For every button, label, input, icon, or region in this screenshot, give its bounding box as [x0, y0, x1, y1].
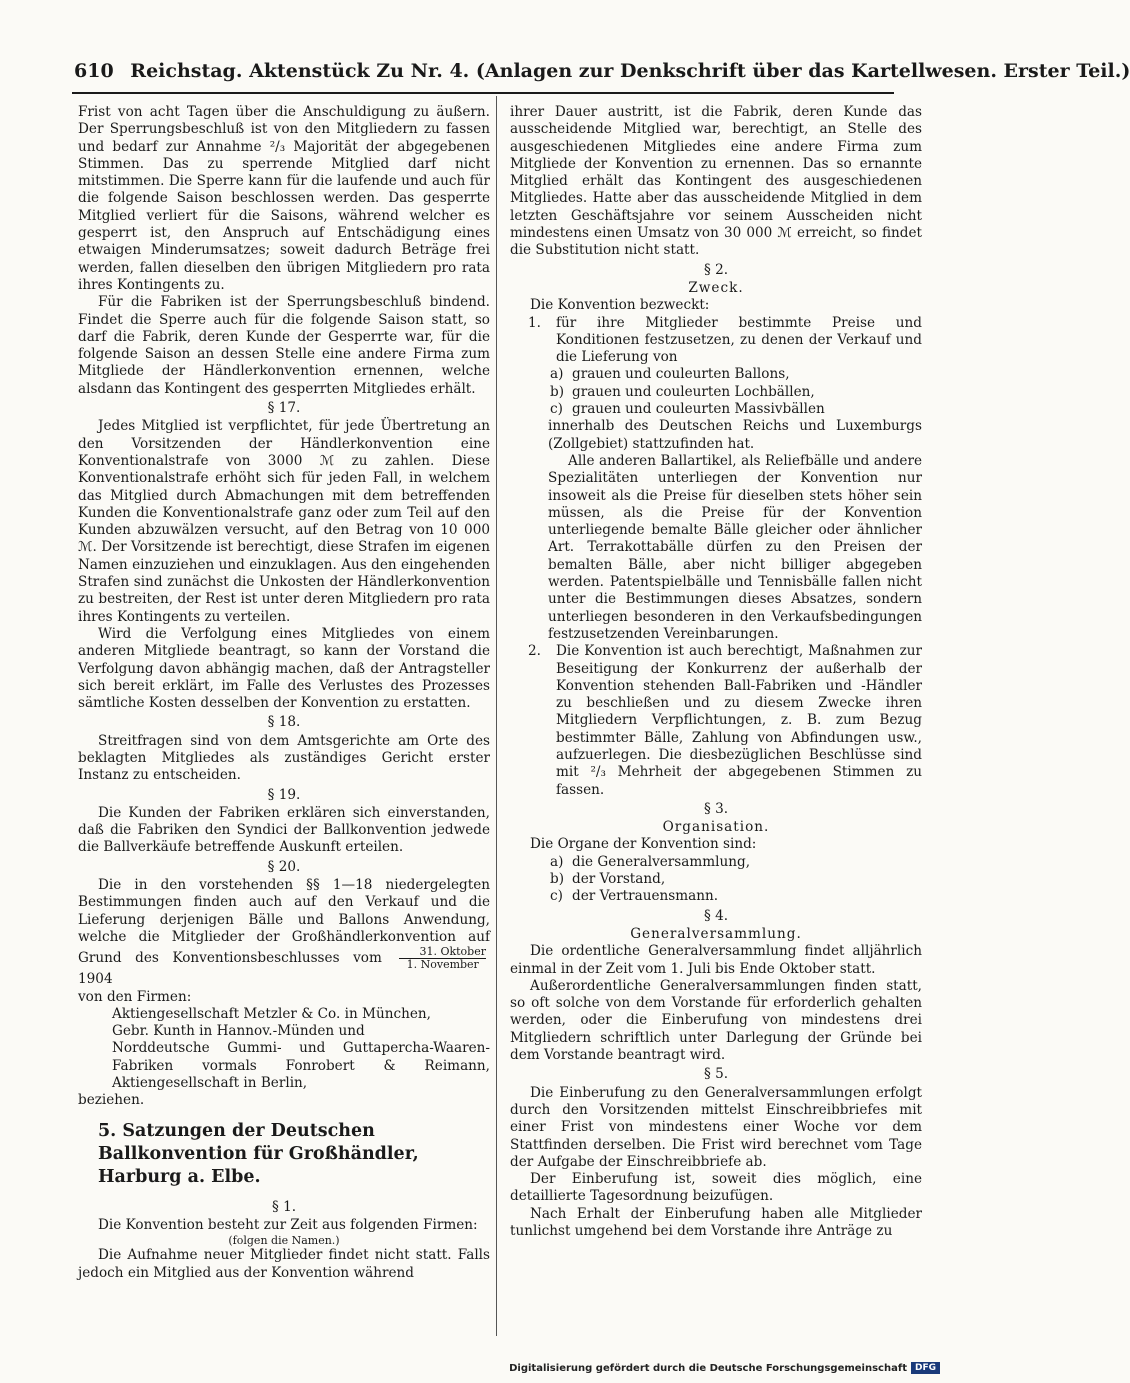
sub-item	[550, 401, 922, 418]
running-title: Reichstag. Aktenstück Zu Nr. 4. (Anlagen zur Denkschrift über das Kartellwesen. Erster Teil.)	[130, 60, 1130, 82]
paragraph: Die ordentliche Generalversammlung findet alljährlich einmal in der Zeit vom 1. Juli bis Ende Oktober statt.	[510, 943, 922, 977]
paragraph: Wird die Verfolgung eines Mitgliedes von einem anderen Mitgliede beantragt, so kann der Vorstand die Verfolgung davon abhängig machen, daß der Antragsteller sich bereit erklärt, im Falle des Verlustes des Prozesses sämtliche Kosten desselben der Konvention zu erstatten.	[78, 625, 490, 712]
sub-label: b)	[550, 871, 565, 888]
item-text: für ihre Mitglieder bestimmte Preise und Konditionen festzusetzen, zu denen der Verkauf und die Lieferung von	[556, 314, 922, 366]
paragraph: Der Einberufung ist, soweit dies möglich, eine detaillierte Tagesordnung beizufügen.	[510, 1171, 922, 1205]
fraction-bottom: 1. November	[406, 958, 479, 972]
sub-item	[550, 888, 922, 905]
right-column	[510, 104, 922, 1240]
paragraph: Die Aufnahme neuer Mitglieder findet nicht statt. Falls jedoch ein Mitglied aus der Konvention während	[78, 1247, 490, 1281]
note: (folgen die Namen.)	[228, 1234, 340, 1248]
section-number: § 20.	[267, 858, 301, 875]
column-divider	[496, 96, 497, 1336]
sub-text: der Vertrauensmann.	[572, 888, 719, 905]
list-item	[510, 315, 922, 367]
paragraph: Die Konvention bezweckt:	[530, 297, 710, 314]
sub-text: grauen und couleurten Massivbällen	[572, 401, 825, 418]
sub-item	[550, 384, 922, 401]
sub-item	[550, 366, 922, 383]
paragraph: Die Kunden der Fabriken erklären sich einverstanden, daß die Fabriken den Syndici der Ballkonvention jedwede die Ballverkäufe betreffende Auskunft erteilen.	[78, 804, 490, 856]
dfg-logo: DFG	[911, 1362, 940, 1374]
paragraph: ihrer Dauer austritt, ist die Fabrik, deren Kunde das ausscheidende Mitglied war, berechtigt, an Stelle des ausgeschiedenen Mitgliedes eine andere Firma zum Mitgliede der Konvention zu ernennen. Das so ernannte Mitglied erhält das Kontingent des ausgeschiedenen Mitgliedes. Hatte aber das ausscheidende Mitglied in dem letzten Geschäftsjahre vor seinem Ausscheiden nicht mindestens einen Umsatz von 30 000 ℳ erreicht, so findet die Substitution nicht statt.	[510, 104, 922, 259]
section-number: § 19.	[267, 786, 301, 803]
paragraph: Nach Erhalt der Einberufung haben alle Mitglieder tunlichst umgehend bei dem Vorstande ihre Anträge zu	[510, 1205, 922, 1239]
sub-text: grauen und couleurten Lochbällen,	[572, 383, 815, 400]
item-number: 2.	[528, 643, 541, 660]
paragraph: beziehen.	[78, 1092, 145, 1109]
running-header	[74, 60, 1130, 88]
paragraph: Außerordentliche Generalversammlungen finden statt, so oft solche von dem Vorstande für erforderlich gehalten werden, oder die Einberufung von mindestens drei Mitgliedern schriftlich unter Darlegung der Gründe bei dem Vorstande beantragt wird.	[510, 977, 922, 1064]
section-number: § 17.	[267, 400, 301, 417]
list-item	[510, 643, 922, 799]
paragraph-text: Die in den vorstehenden §§ 1—18 niedergelegten Bestimmungen finden auch auf den Verkauf und die Lieferung derjenigen Bälle und Ballons Anwendung, welche die Mitglieder der Großhändlerkonvention auf Grund des Konventionsbeschlusses vom	[78, 877, 490, 967]
item-continuation	[548, 418, 922, 643]
paragraph	[78, 877, 490, 988]
item-text: Die Konvention ist auch berechtigt, Maßnahmen zur Beseitigung der Konkurrenz der außerhalb der Konvention stehenden Ball-Fabriken und -Händler zu beschließen und zu diesem Zwecke ihren Mitgliedern Verpflichtungen, z. B. zum Bezug bestimmter Bälle, Zahlung von Abfindungen usw., aufzuerlegen. Die diesbezüglichen Beschlüsse sind mit ²/₃ Mehrheit der abgegebenen Stimmen zu fassen.	[556, 643, 922, 798]
date-fraction	[399, 946, 486, 971]
paragraph: Für die Fabriken ist der Sperrungsbeschluß bindend. Findet die Sperre auch für die folgende Saison statt, so darf die Fabrik, deren Kunde der Gesperrte war, für die folgende Saison an dessen Stelle eine andere Firma zum Mitgliede der Händlerkonvention ernennen, welche alsdann das Kontingent des gesperrten Mitgliedes erhält.	[78, 294, 490, 397]
paragraph: Die Konvention besteht zur Zeit aus folgenden Firmen:	[98, 1216, 478, 1233]
sub-label: c)	[550, 888, 563, 905]
digitization-credit	[509, 1362, 940, 1374]
item-number: 1.	[528, 314, 541, 331]
section-title: Zweck.	[688, 279, 744, 296]
paragraph: Alle anderen Ballartikel, als Reliefbälle und andere Spezialitäten unterliegen der Konvention nur insoweit als die Preise für dieselben stets höher sein müssen, als die Preise für der Konvention unterliegende bemalte Bälle gleicher oder ähnlicher Art. Terrakottabälle dürfen zu den Preisen der bemalten Bälle, aber nicht billiger abgegeben werden. Patentspielbälle und Tennisbälle fallen nicht unter die Bestimmungen dieses Absatzes, sondern unterliegen besonderen in den Verkaufsbedingungen festzusetzenden Vereinbarungen.	[548, 452, 922, 642]
sub-label: b)	[550, 383, 565, 400]
sub-text: grauen und couleurten Ballons,	[572, 366, 790, 383]
section-number: § 4.	[703, 907, 729, 924]
paragraph: innerhalb des Deutschen Reichs und Luxemburgs (Zollgebiet) stattzufinden hat.	[548, 418, 922, 452]
year: 1904	[78, 971, 113, 988]
section-title: Generalversammlung.	[630, 925, 802, 942]
sub-text: die Generalversammlung,	[572, 853, 751, 870]
left-column	[78, 104, 490, 1282]
credit-text: Digitalisierung gefördert durch die Deutsche Forschungsgemeinschaft	[509, 1362, 907, 1374]
firm-entry: Norddeutsche Gummi- und Guttapercha-Waaren-Fabriken vormals Fonrobert & Reimann, Aktiengesellschaft in Berlin,	[112, 1040, 490, 1092]
section-number: § 5.	[703, 1066, 729, 1083]
section-title: Organisation.	[662, 819, 770, 836]
section-number: § 18.	[267, 714, 301, 731]
paragraph: Frist von acht Tagen über die Anschuldigung zu äußern. Der Sperrungsbeschluß ist von den Mitgliedern zu fassen und bedarf zur Annahme ²/₃ Majorität der abgegebenen Stimmen. Das zu sperrende Mitglied darf nicht mitstimmen. Die Sperre kann für die laufende und auch für die folgende Saison beschlossen werden. Das gesperrte Mitglied verliert für die Saisons, während welcher es gesperrt ist, den Anspruch auf Entschädigung eines etwaigen Minderumsatzes; soweit dadurch Beträge frei werden, fallen dieselben den übrigen Mitgliedern pro rata ihres Kontingents zu.	[78, 104, 490, 293]
paragraph: Die Einberufung zu den Generalversammlungen erfolgt durch den Vorsitzenden mittelst Einschreibbriefes mit einer Frist von mindestens einer Woche vor dem Stattfinden derselben. Die Frist wird berechnet vom Tage der Aufgabe der Einschreibbriefe ab.	[510, 1084, 922, 1170]
paragraph: Jedes Mitglied ist verpflichtet, für jede Übertretung an den Vorsitzenden der Händlerkonvention eine Konventionalstrafe von 3000 ℳ zu zahlen. Diese Konventionalstrafe erhöht sich für jeden Fall, in welchem das Mitglied durch Abmachungen mit dem betreffenden Kunden die Konventionalstrafe ganz oder zum Teil auf den Kunden abzuwälzen versucht, auf den Betrag von 10 000 ℳ. Der Vorsitzende ist berechtigt, diese Strafen im eigenen Namen einzuziehen und einzuklagen. Aus den eingehenden Strafen sind zunächst die Unkosten der Händlerkonvention zu bestreiten, der Rest ist unter deren Mitgliedern pro rata ihres Kontingents zu verteilen.	[78, 418, 490, 625]
sub-label: c)	[550, 401, 563, 418]
page-number: 610	[74, 60, 114, 82]
firm-entry: Aktiengesellschaft Metzler & Co. in München,	[112, 1005, 431, 1022]
sub-label: a)	[550, 366, 564, 383]
paragraph: Streitfragen sind von dem Amtsgerichte am Orte des beklagten Mitgliedes als zuständiges Gericht erster Instanz zu entscheiden.	[78, 732, 490, 784]
sub-item	[550, 854, 922, 871]
sub-label: a)	[550, 853, 564, 870]
sub-text: der Vorstand,	[572, 871, 666, 888]
paragraph: Die Organe der Konvention sind:	[530, 836, 757, 853]
document-heading: 5. Satzungen der Deutschen Ballkonvention für Großhändler, Harburg a. Elbe.	[98, 1120, 419, 1187]
paragraph: von den Firmen:	[78, 988, 192, 1005]
section-number: § 3.	[703, 800, 729, 817]
header-rule	[72, 92, 894, 94]
sub-item	[550, 871, 922, 888]
fraction-top: 31. Oktober	[399, 946, 486, 959]
section-number: § 1.	[271, 1198, 297, 1215]
firm-entry: Gebr. Kunth in Hannov.-Münden und	[112, 1023, 365, 1040]
section-number: § 2.	[703, 261, 729, 278]
